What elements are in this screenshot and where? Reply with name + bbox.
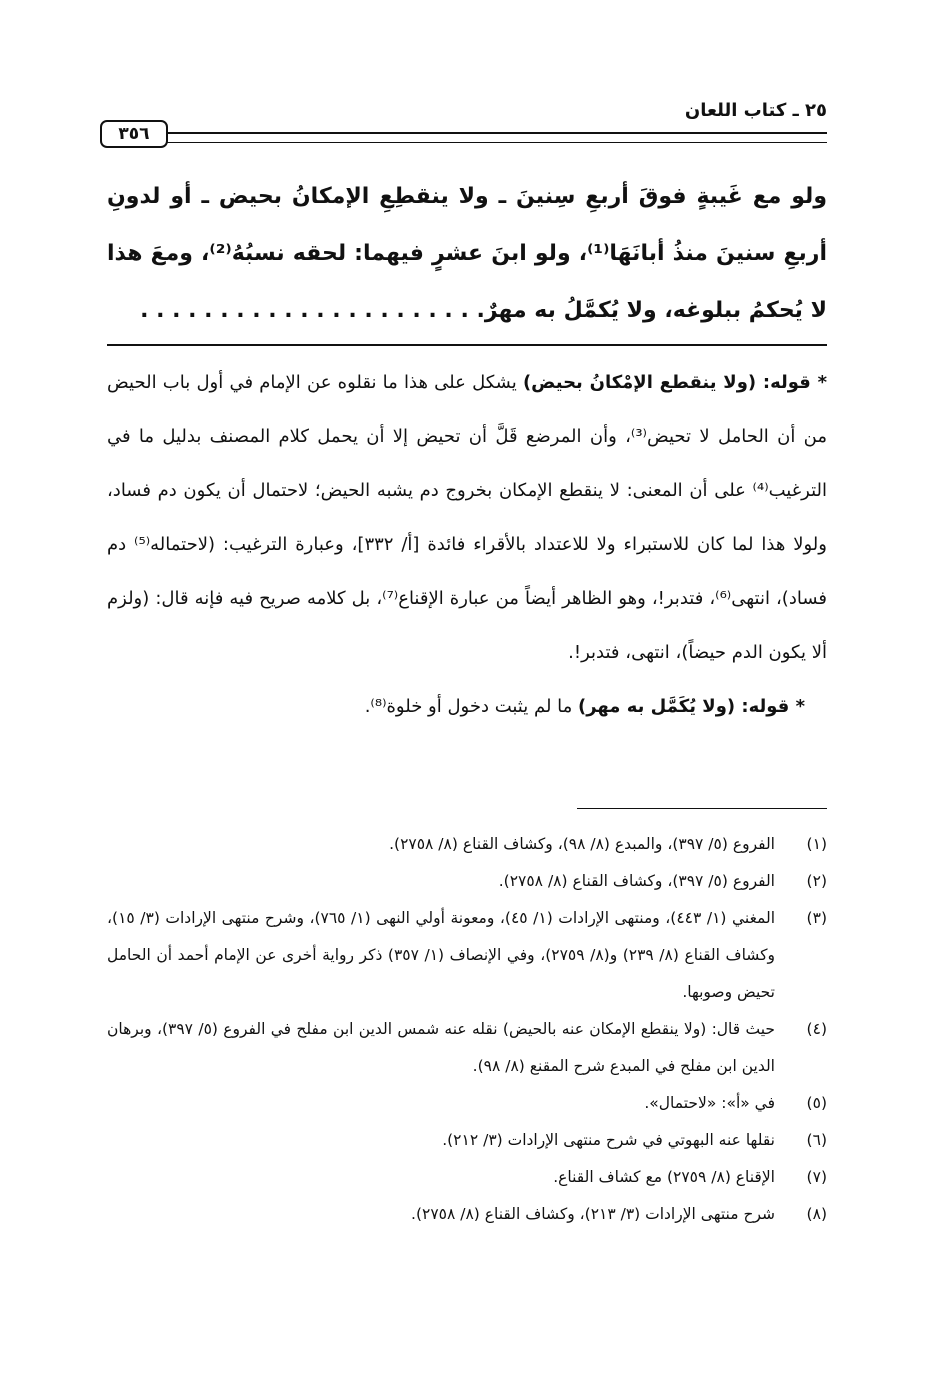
commentary-body-2: ما لم يثبت دخول أو خلوة⁽⁸⁾. (364, 696, 578, 717)
main-text: ولو مع غَيبةٍ فوقَ أربعِ سِنينَ ـ ولا ينقطِعِ الإمكانُ بحيض ـ أو لدونِ أربعِ سنينَ منذُ أبانَهَا⁽¹⁾، ولو ابنَ عشرٍ فيهما: لحقه نسبُهُ⁽²⁾، ومعَ هذا لا يُحكمُ ببلوغه، ولا يُكمَّلُ به مهرٌ. . . . . . . . . . . . . . . . . . . . . . (107, 184, 828, 323)
footnote-text: في «أ»: «لاحتمال». (644, 1094, 775, 1112)
footnote-text: الفروع (٥/ ٣٩٧)، وكشاف القناع (٨/ ٢٧٥٨). (498, 872, 775, 890)
footnote-text: نقلها عنه البهوتي في شرح منتهى الإرادات (٣/ ٢١٢). (442, 1131, 775, 1149)
footnote-number: (٨) (806, 1205, 827, 1223)
commentary (107, 356, 827, 734)
footnote-text: حيث قال: (ولا ينقطع الإمكان عنه بالحيض) نقله عنه شمس الدين ابن مفلح في الفروع (٥/ ٣٩٧)، وبرهان الدين ابن مفلح في المبدع شرح المقنع (٨/ ٩٨). (107, 1020, 776, 1075)
commentary-body-1: يشكل على هذا ما نقلوه عن الإمام في أول باب الحيض من أن الحامل لا تحيض⁽³⁾، وأن المرضع قَلَّ أن تحيض إلا أن يحمل كلام المصنف بدليل ما في الترغيب⁽⁴⁾ على أن المعنى: لا ينقطع الإمكان بخروج دم يشبه الحيض؛ لاحتمال أن يكون دم فساد، ولولا هذا لما كان للاستبراء ولا للاعتداد بالأقراء فائدة [أ/ ٣٣٢]، وعبارة الترغيب: (لاحتماله⁽⁵⁾ دم فساد)، انتهى⁽⁶⁾، فتدبر!، وهو الظاهر أيضاً من عبارة الإقناع⁽⁷⁾، بل كلامه صريح فيه فإنه قال: (ولزم ألا يكون الدم حيضاً)، انتهى، فتدبر!. (107, 372, 827, 663)
footnote (107, 826, 827, 863)
footnote-number: (٧) (806, 1168, 827, 1186)
footnote-number: (٢) (806, 872, 827, 890)
footnote (107, 1085, 827, 1122)
footnote (107, 1122, 827, 1159)
footnote-text: المغني (١/ ٤٤٣)، ومنتهى الإرادات (١/ ٤٥)، ومعونة أولي النهى (١/ ٧٦٥)، وشرح منتهى الإرادات (٣/ ١٥)، وكشاف القناع (٨/ ٢٣٩) و(٨/ ٢٧٥٩)، وفي الإنصاف (١/ ٣٥٧) ذكر رواية أخرى عن الإمام أحمد أن الحامل تحيض وصوبها. (107, 909, 776, 1001)
footnote-number: (٤) (806, 1020, 827, 1038)
footnote-number: (٦) (806, 1131, 827, 1149)
footnote (107, 900, 827, 1011)
footnote-separator (577, 808, 827, 809)
main-text-divider (107, 344, 827, 346)
footnote (107, 863, 827, 900)
footnote-number: (٣) (806, 909, 827, 927)
commentary-paragraph-1 (107, 356, 827, 680)
footnote-number: (٥) (806, 1094, 827, 1112)
footnote (107, 1196, 827, 1233)
commentary-lemma-1: * قوله: (ولا ينقطع الإمْكانُ بحيض) (522, 372, 827, 393)
header-double-rule (166, 132, 827, 143)
running-title: ٢٥ ـ كتاب اللعان (684, 100, 827, 121)
footnote (107, 1011, 827, 1085)
footnote-text: الفروع (٥/ ٣٩٧)، والمبدع (٨/ ٩٨)، وكشاف القناع (٨/ ٢٧٥٨). (389, 835, 775, 853)
footnote (107, 1159, 827, 1196)
commentary-paragraph-2 (107, 680, 805, 734)
page-header (100, 94, 827, 150)
footnotes (107, 826, 827, 1233)
footnote-text: شرح منتهى الإرادات (٣/ ٢١٣)، وكشاف القناع (٨/ ٢٧٥٨). (411, 1205, 775, 1223)
commentary-lemma-2: * قوله: (ولا يُكَمَّل به مهر) (578, 696, 805, 717)
footnote-text: الإقناع (٨/ ٢٧٥٩) مع كشاف القناع. (553, 1168, 775, 1186)
footnote-number: (١) (806, 835, 827, 853)
page-number: ٣٥٦ (100, 120, 168, 148)
